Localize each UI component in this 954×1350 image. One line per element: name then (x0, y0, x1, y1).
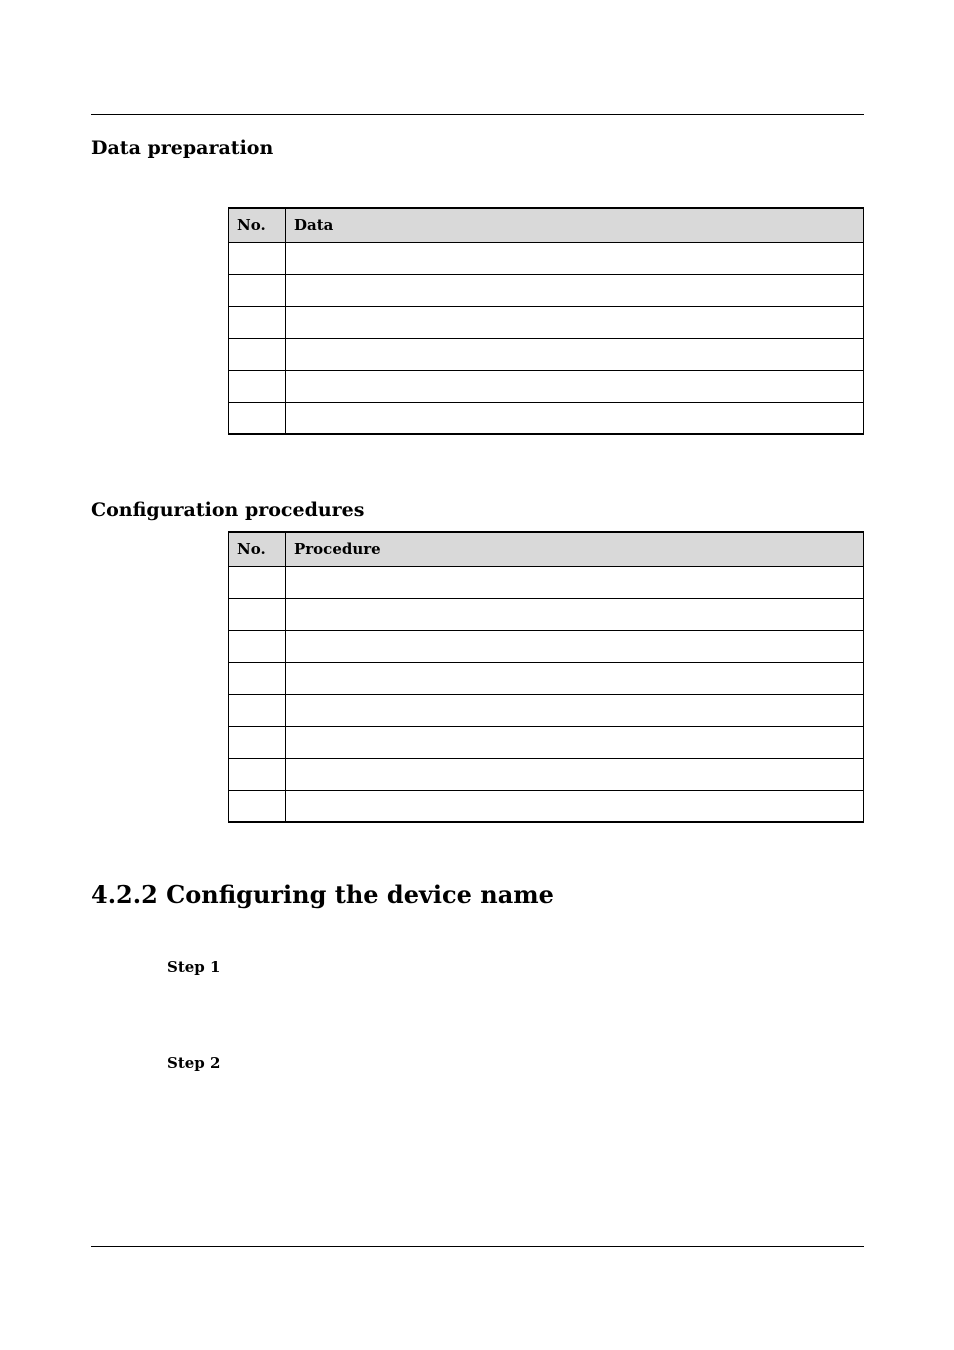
table-row (229, 402, 864, 434)
table-cell-no (229, 566, 286, 598)
configuration-procedures-table (228, 531, 864, 823)
table-cell-no (229, 242, 286, 274)
table-row (229, 726, 864, 758)
table-header-row (229, 208, 864, 242)
data-preparation-table (228, 207, 864, 435)
table-cell-procedure (286, 726, 864, 758)
table-cell-procedure (286, 662, 864, 694)
table-row (229, 338, 864, 370)
table-row (229, 274, 864, 306)
table-cell-data (286, 338, 864, 370)
table-cell-data (286, 402, 864, 434)
table-row (229, 662, 864, 694)
configuration-procedures-heading: Configuration procedures (91, 499, 365, 521)
table-cell-procedure (286, 630, 864, 662)
table-cell-procedure (286, 694, 864, 726)
table-row (229, 790, 864, 822)
data-preparation-heading: Data preparation (91, 137, 274, 159)
table-cell-procedure (286, 598, 864, 630)
table-cell-procedure (286, 566, 864, 598)
column-header-data: Data (286, 208, 864, 242)
table-cell-no (229, 370, 286, 402)
table-row (229, 758, 864, 790)
table-cell-procedure (286, 790, 864, 822)
column-header-no: No. (229, 532, 286, 566)
table-row (229, 630, 864, 662)
column-header-no: No. (229, 208, 286, 242)
table-row (229, 306, 864, 338)
header-rule (91, 114, 864, 115)
table-row (229, 370, 864, 402)
table-cell-data (286, 306, 864, 338)
table-row (229, 694, 864, 726)
footer-rule (91, 1246, 864, 1247)
table-row (229, 598, 864, 630)
table-cell-data (286, 274, 864, 306)
table-cell-no (229, 662, 286, 694)
table-cell-procedure (286, 758, 864, 790)
table-cell-no (229, 402, 286, 434)
column-header-procedure: Procedure (286, 532, 864, 566)
table-cell-data (286, 370, 864, 402)
table-cell-data (286, 242, 864, 274)
table-cell-no (229, 726, 286, 758)
table-cell-no (229, 630, 286, 662)
table-row (229, 566, 864, 598)
step-2-label: Step 2 (167, 1054, 221, 1072)
table-cell-no (229, 598, 286, 630)
step-1-label: Step 1 (167, 958, 221, 976)
table-cell-no (229, 694, 286, 726)
section-heading-device-name: 4.2.2 Configuring the device name (91, 880, 554, 909)
table-cell-no (229, 758, 286, 790)
table-header-row (229, 532, 864, 566)
table-row (229, 242, 864, 274)
table-cell-no (229, 274, 286, 306)
table-cell-no (229, 306, 286, 338)
table-cell-no (229, 338, 286, 370)
table-cell-no (229, 790, 286, 822)
